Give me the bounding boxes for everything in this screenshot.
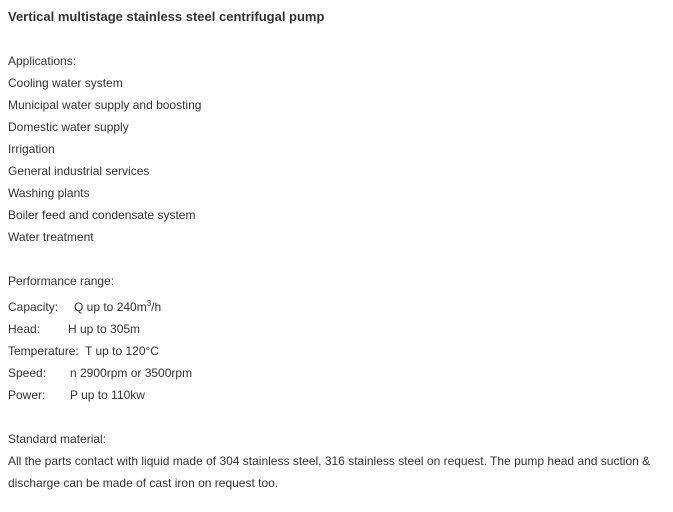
application-item: Municipal water supply and boosting bbox=[8, 98, 202, 112]
spec-label-power: Power: bbox=[8, 388, 46, 402]
material-description: All the parts contact with liquid made of 304 stainless steel, 316 stainless steel on request. The pump head and suction & discharge can be made of cast iron on request too. bbox=[8, 454, 651, 490]
spec-value-temperature: T up to 120°C bbox=[85, 344, 159, 358]
application-item: Boiler feed and condensate system bbox=[8, 208, 196, 222]
spec-value-head: H up to 305m bbox=[68, 322, 141, 336]
application-item: General industrial services bbox=[8, 164, 150, 178]
material-heading: Standard material: bbox=[8, 432, 107, 446]
capacity-unit: /h bbox=[151, 300, 162, 314]
application-item: Irrigation bbox=[8, 142, 55, 156]
spec-label-speed: Speed: bbox=[8, 366, 47, 380]
spec-value-speed: n 2900rpm or 3500rpm bbox=[70, 366, 193, 380]
spec-value-power: P up to 110kw bbox=[70, 388, 145, 402]
capacity-exponent: 3 bbox=[146, 299, 152, 308]
application-item: Cooling water system bbox=[8, 76, 123, 90]
spec-label-capacity: Capacity: bbox=[8, 300, 59, 314]
application-item: Washing plants bbox=[8, 186, 90, 200]
applications-heading: Applications: bbox=[8, 54, 77, 68]
spec-value-capacity bbox=[74, 300, 161, 314]
page-title: Vertical multistage stainless steel centrifugal pump bbox=[8, 9, 325, 24]
capacity-value-text: Q up to 240m bbox=[74, 300, 147, 314]
spec-label-head: Head: bbox=[8, 322, 41, 336]
application-item: Domestic water supply bbox=[8, 120, 129, 134]
performance-heading: Performance range: bbox=[8, 274, 115, 288]
spec-label-temperature: Temperature: bbox=[8, 344, 79, 358]
application-item: Water treatment bbox=[8, 230, 94, 244]
